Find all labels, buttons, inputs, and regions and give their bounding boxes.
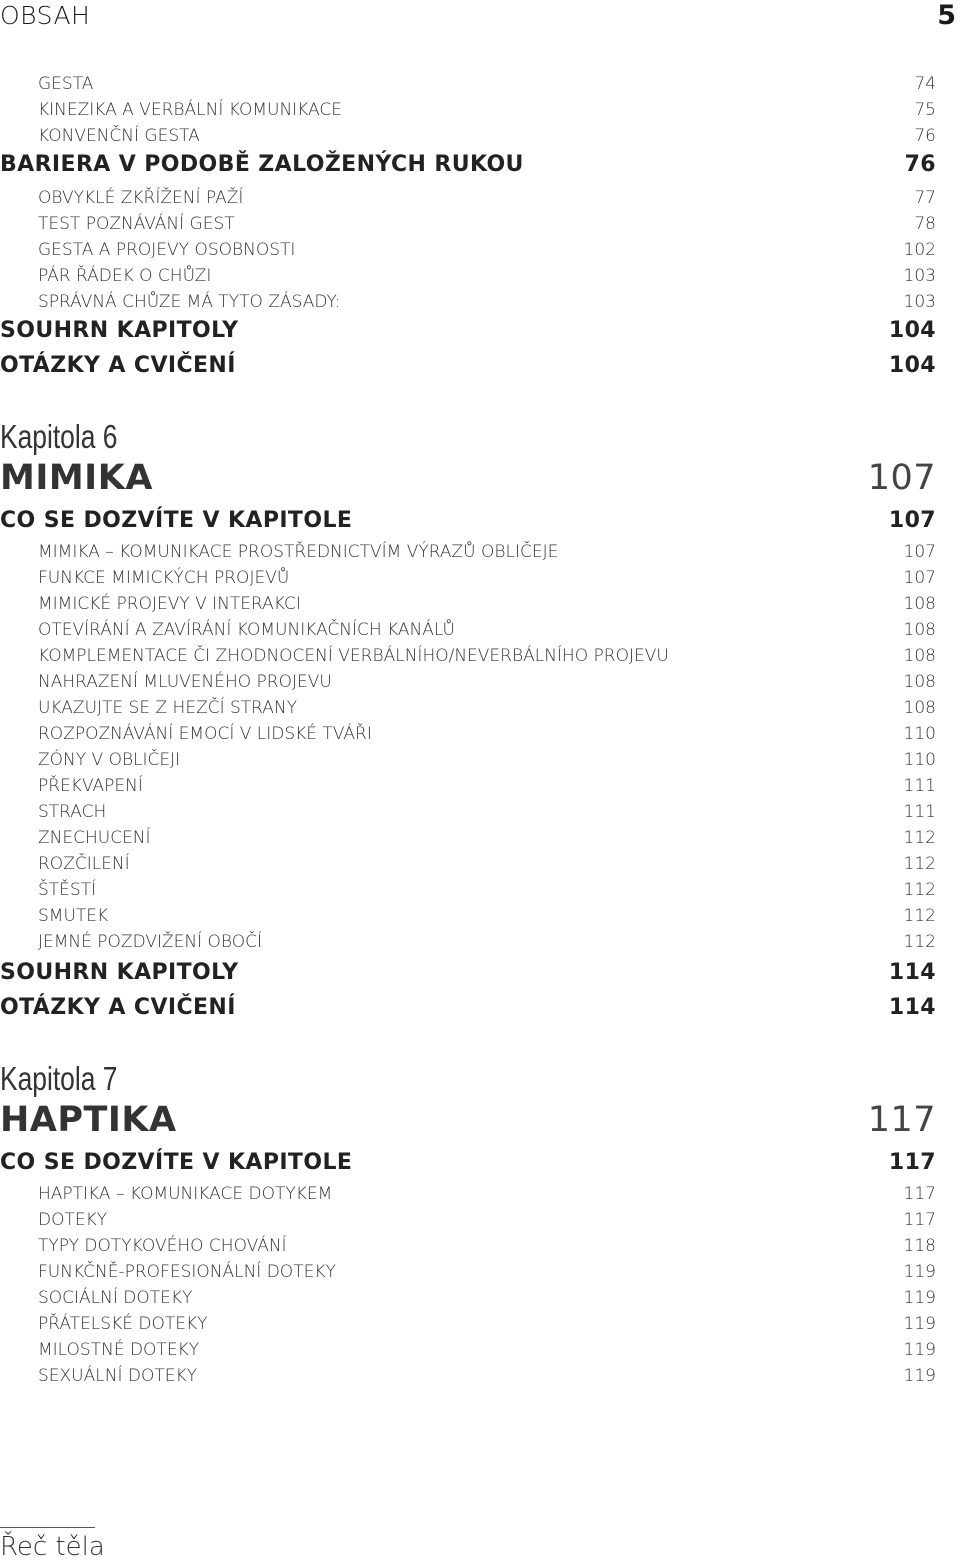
toc-entry <box>38 880 936 900</box>
toc-entry-page: 76 <box>904 152 936 177</box>
toc-entry <box>38 188 936 208</box>
toc-entry-page: 103 <box>903 292 936 312</box>
toc-entry-page: 78 <box>914 214 936 234</box>
toc-entry-page: 110 <box>903 724 936 744</box>
toc-entry-label: ZÓNY V OBLIČEJI <box>38 750 181 770</box>
toc-entry <box>38 1314 936 1334</box>
toc-entry-page: 108 <box>903 594 936 614</box>
toc-entry-page: 114 <box>888 960 936 985</box>
toc-entry-page: 119 <box>903 1288 936 1308</box>
toc-entry-label: OTEVÍRÁNÍ A ZAVÍRÁNÍ KOMUNIKAČNÍCH KANÁLŮ <box>38 620 455 640</box>
toc-entry-label: PŘÁTELSKÉ DOTEKY <box>38 1314 208 1334</box>
toc-entry-label: Kapitola 7 <box>0 1060 118 1097</box>
toc-entry-label: SOUHRN KAPITOLY <box>0 318 239 343</box>
toc-entry <box>0 960 936 985</box>
toc-entry-page: 102 <box>903 240 936 260</box>
toc-entry-label: MIMIKA – KOMUNIKACE PROSTŘEDNICTVÍM VÝRAZŮ OBLIČEJE <box>38 542 559 562</box>
toc-entry-page: 104 <box>888 318 936 343</box>
toc-entry <box>0 353 936 378</box>
toc-entry <box>38 266 936 286</box>
toc-entry-page: 112 <box>903 932 936 952</box>
toc-entry-page: 104 <box>888 353 936 378</box>
toc-entry-page: 108 <box>903 620 936 640</box>
toc-entry <box>0 508 936 533</box>
toc-entry-label: FUNKČNĚ-PROFESIONÁLNÍ DOTEKY <box>38 1262 336 1282</box>
toc-entry-page: 107 <box>903 568 936 588</box>
toc-entry-label: SOCIÁLNÍ DOTEKY <box>38 1288 193 1308</box>
toc-entry <box>0 152 936 177</box>
toc-entry-label: ROZPOZNÁVÁNÍ EMOCÍ V LIDSKÉ TVÁŘI <box>38 724 372 744</box>
footer-brand: Řeč těla <box>0 1532 105 1562</box>
page-header <box>0 0 960 30</box>
toc-entry-page: 114 <box>888 995 936 1020</box>
toc-entry-page: 74 <box>914 74 936 94</box>
toc-entry <box>38 750 936 770</box>
toc-entry-label: SMUTEK <box>38 906 109 926</box>
toc-entry-page: 107 <box>903 542 936 562</box>
toc-entry-page: 110 <box>903 750 936 770</box>
toc-entry-label: SPRÁVNÁ CHŮZE MÁ TYTO ZÁSADY: <box>38 292 341 312</box>
toc-entry-label: ŠTĚSTÍ <box>38 880 97 900</box>
toc-entry-label: OTÁZKY A CVIČENÍ <box>0 353 236 378</box>
toc-entry <box>38 1288 936 1308</box>
toc-entry <box>38 854 936 874</box>
toc-entry <box>0 1150 936 1175</box>
toc-entry-page: 108 <box>903 698 936 718</box>
toc-entry-label: MIMICKÉ PROJEVY V INTERAKCI <box>38 594 301 614</box>
toc-entry <box>38 1184 936 1204</box>
toc-entry-label: PŘEKVAPENÍ <box>38 776 143 796</box>
toc-entry-page: 75 <box>914 100 936 120</box>
toc-entry <box>38 724 936 744</box>
toc-entry <box>38 620 936 640</box>
toc-entry-page: 108 <box>903 646 936 666</box>
toc-entry <box>38 802 936 822</box>
toc-entry-page: 112 <box>903 828 936 848</box>
toc-entry <box>38 1210 936 1230</box>
toc-entry-label: JEMNÉ POZDVIŽENÍ OBOČÍ <box>38 932 262 952</box>
toc-entry <box>38 1236 936 1256</box>
toc-entry-page: 76 <box>914 126 936 146</box>
toc-entry-label: HAPTIKA <box>0 1100 177 1140</box>
toc-entry-label: Kapitola 6 <box>0 418 118 455</box>
toc-entry-page: 103 <box>903 266 936 286</box>
toc-entry-label: ZNECHUCENÍ <box>38 828 151 848</box>
page-title: OBSAH <box>0 0 91 30</box>
toc-entry <box>38 906 936 926</box>
toc-entry <box>38 292 936 312</box>
toc-entry <box>0 418 749 456</box>
toc-entry-page: 112 <box>903 854 936 874</box>
toc-entry-page: 77 <box>914 188 936 208</box>
toc-entry <box>38 126 936 146</box>
toc-entry-page: 112 <box>903 906 936 926</box>
toc-entry-label: UKAZUJTE SE Z HEZČÍ STRANY <box>38 698 298 718</box>
toc-entry-label: GESTA <box>38 74 94 94</box>
toc-entry-page: 107 <box>867 458 936 498</box>
toc-entry-label: GESTA A PROJEVY OSOBNOSTI <box>38 240 296 260</box>
toc-entry-page: 119 <box>903 1340 936 1360</box>
toc-entry <box>38 240 936 260</box>
toc-entry-page: 111 <box>903 776 936 796</box>
toc-entry <box>0 995 936 1020</box>
toc-entry <box>38 568 936 588</box>
toc-entry-label: KINEZIKA A VERBÁLNÍ KOMUNIKACE <box>38 100 342 120</box>
toc-entry-label: KONVENČNÍ GESTA <box>38 126 200 146</box>
toc-entry-label: TEST POZNÁVÁNÍ GEST <box>38 214 235 234</box>
footer-rule <box>0 1527 95 1528</box>
toc-entry <box>0 318 936 343</box>
page-number: 5 <box>937 0 956 31</box>
toc-entry-page: 117 <box>903 1210 936 1230</box>
toc-entry <box>38 542 936 562</box>
toc-entry <box>38 74 936 94</box>
page-footer <box>0 1527 105 1562</box>
toc-entry-page: 119 <box>903 1366 936 1386</box>
toc-entry <box>38 214 936 234</box>
toc-entry <box>38 594 936 614</box>
toc-entry-label: KOMPLEMENTACE ČI ZHODNOCENÍ VERBÁLNÍHO/NEVERBÁLNÍHO PROJEVU <box>38 646 669 666</box>
toc-entry <box>38 646 936 666</box>
toc-entry <box>38 1340 936 1360</box>
toc-entry-label: FUNKCE MIMICKÝCH PROJEVŮ <box>38 568 290 588</box>
toc-entry-label: ROZČILENÍ <box>38 854 130 874</box>
toc-entry <box>38 1262 936 1282</box>
toc-entry <box>0 1060 749 1098</box>
toc-entry <box>38 932 936 952</box>
toc-entry <box>0 1100 936 1140</box>
toc-entry-label: MIMIKA <box>0 458 153 498</box>
toc-entry-label: DOTEKY <box>38 1210 108 1230</box>
toc-entry-page: 119 <box>903 1314 936 1334</box>
toc-entry-label: STRACH <box>38 802 107 822</box>
toc-entry-page: 117 <box>867 1100 936 1140</box>
toc-entry <box>38 672 936 692</box>
toc-entry-page: 107 <box>888 508 936 533</box>
toc-entry-label: MILOSTNÉ DOTEKY <box>38 1340 200 1360</box>
toc-entry-page: 111 <box>903 802 936 822</box>
toc-entry-label: OTÁZKY A CVIČENÍ <box>0 995 236 1020</box>
toc-entry <box>38 100 936 120</box>
toc-entry <box>0 458 936 498</box>
toc-entry-page: 117 <box>888 1150 936 1175</box>
toc-entry <box>38 776 936 796</box>
toc-entry-label: SEXUÁLNÍ DOTEKY <box>38 1366 197 1386</box>
toc-entry <box>38 828 936 848</box>
toc-entry-label: BARIERA V PODOBĚ ZALOŽENÝCH RUKOU <box>0 152 524 177</box>
toc-entry-label: TYPY DOTYKOVÉHO CHOVÁNÍ <box>38 1236 287 1256</box>
toc-entry-label: SOUHRN KAPITOLY <box>0 960 239 985</box>
toc-entry <box>38 698 936 718</box>
toc-entry-page: 108 <box>903 672 936 692</box>
toc-entry-page: 112 <box>903 880 936 900</box>
toc-entry <box>38 1366 936 1386</box>
toc-entry-label: NAHRAZENÍ MLUVENÉHO PROJEVU <box>38 672 332 692</box>
toc-entry-label: OBVYKLÉ ZKŘÍŽENÍ PAŽÍ <box>38 188 244 208</box>
toc-entry-page: 118 <box>903 1236 936 1256</box>
toc-entry-label: CO SE DOZVÍTE V KAPITOLE <box>0 1150 353 1175</box>
toc-entry-label: PÁR ŘÁDEK O CHŮZI <box>38 266 212 286</box>
toc-entry-page: 117 <box>903 1184 936 1204</box>
toc-entry-page: 119 <box>903 1262 936 1282</box>
toc-entry-label: CO SE DOZVÍTE V KAPITOLE <box>0 508 353 533</box>
toc-entry-label: HAPTIKA – KOMUNIKACE DOTYKEM <box>38 1184 333 1204</box>
